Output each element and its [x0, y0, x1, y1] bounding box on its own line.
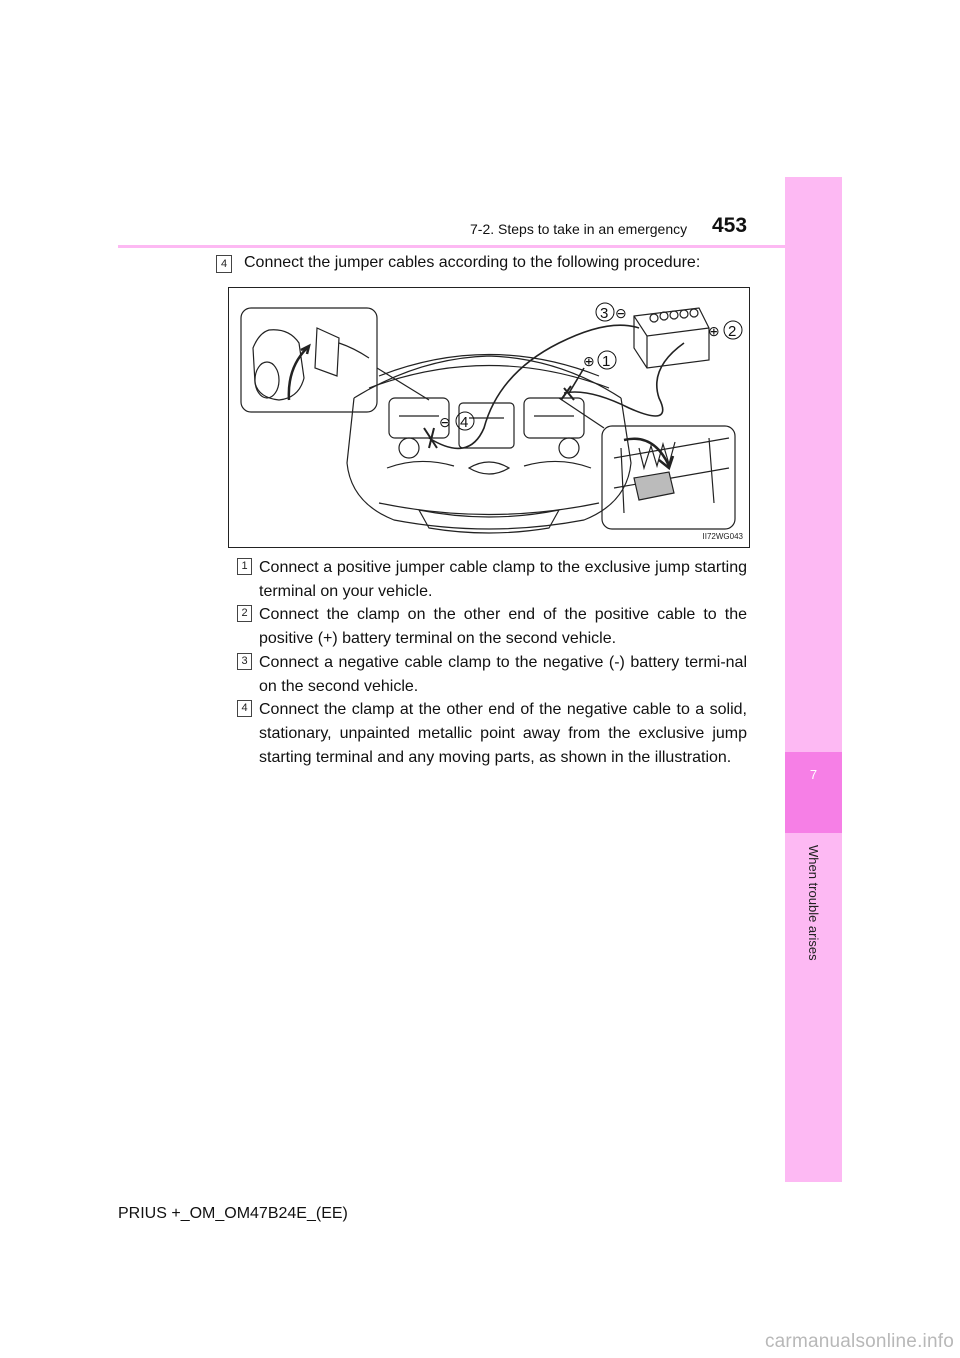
engine-bay-drawing	[229, 288, 749, 547]
item-number-badge: 3	[237, 653, 252, 670]
callout-3-symbol: ⊖	[615, 305, 627, 321]
chapter-title	[800, 845, 830, 995]
callout-1-number: 1	[602, 353, 611, 370]
item-number-badge: 2	[237, 605, 252, 622]
item-text: Connect the clamp on the other end of the positive cable to the positive (+) battery terminal on the second vehicle.	[259, 606, 747, 647]
callout-4-number: 4	[460, 414, 469, 431]
item-text: Connect a positive jumper cable clamp to the exclusive jump starting terminal on your vehicle.	[259, 559, 747, 600]
list-item	[237, 603, 747, 651]
figure-code: II72WG043	[702, 532, 743, 541]
item-text: Connect a negative cable clamp to the negative (-) battery termi-nal on the second vehicle.	[259, 654, 747, 695]
chapter-number: 7	[809, 767, 818, 782]
item-number-badge: 1	[237, 558, 252, 575]
list-item	[237, 698, 747, 770]
list-item	[237, 556, 747, 604]
callout-4-symbol: ⊖	[439, 414, 451, 430]
callout-2-symbol: ⊕	[708, 323, 720, 339]
chapter-tab	[785, 752, 842, 833]
document-id: PRIUS +_OM_OM47B24E_(EE)	[118, 1205, 348, 1222]
watermark: carmanualsonline.info	[764, 1331, 954, 1352]
item-number-badge: 4	[237, 700, 252, 717]
header-rule	[118, 245, 842, 248]
callout-1-symbol: ⊕	[583, 353, 595, 369]
chapter-sidebar	[785, 177, 842, 1182]
section-title: 7-2. Steps to take in an emergency	[470, 221, 688, 237]
callout-3-number: 3	[600, 305, 609, 322]
jumper-cable-illustration	[228, 287, 750, 548]
callout-2-number: 2	[728, 323, 737, 340]
list-item	[237, 651, 747, 699]
step-instruction: Connect the jumper cables according to the following procedure:	[244, 254, 701, 271]
step-number-badge: 4	[216, 255, 232, 273]
chapter-title-text: When trouble arises	[806, 845, 821, 961]
item-text: Connect the clamp at the other end of the negative cable to a solid, stationary, unpainted metallic point away from the exclusive jump starting terminal and any moving parts, as shown in the illustration.	[259, 701, 747, 766]
page-number: 453	[712, 214, 748, 237]
